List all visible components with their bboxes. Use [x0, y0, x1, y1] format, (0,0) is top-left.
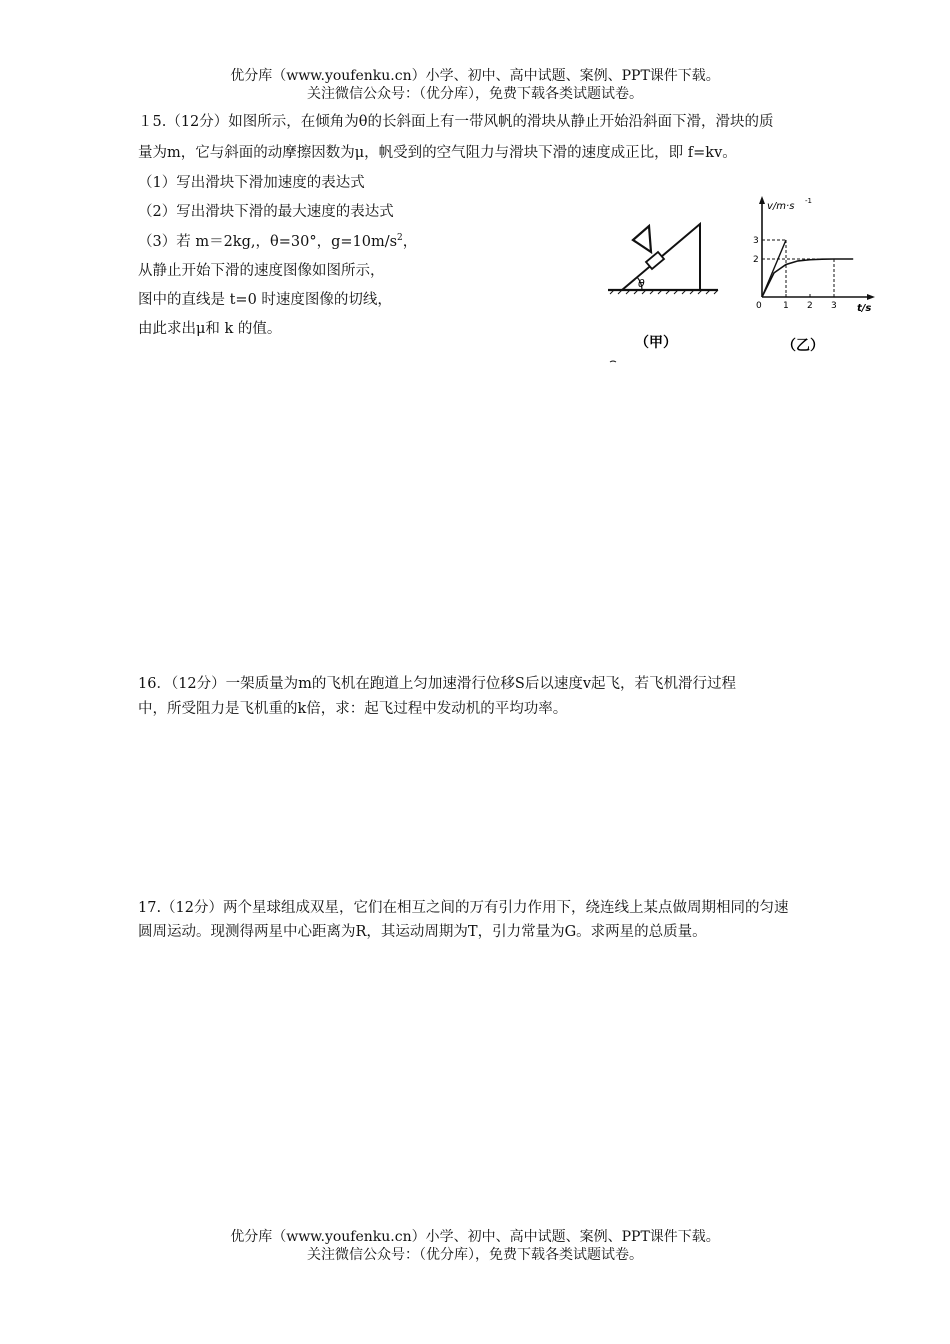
- q15-sub-3-exponent: 2: [397, 233, 403, 244]
- y-tick-label: 3: [753, 236, 759, 246]
- tangent-line: [762, 240, 786, 297]
- y-axis-label: v/m·s: [767, 201, 795, 212]
- x-tick-label: 1: [783, 301, 789, 311]
- figure-yi-label: （乙）: [782, 338, 824, 354]
- axis-ticks: [753, 236, 837, 311]
- q15-sub-2: （2）写出滑块下滑的最大速度的表达式: [138, 204, 394, 220]
- q15-cont-2: 图中的直线是 t=0 时速度图像的切线，: [138, 292, 392, 308]
- slide-block: [646, 252, 664, 269]
- q17-line-2: 圆周运动。现测得两星中心距离为R，其运动周期为T，引力常量为G。求两星的总质量。: [138, 924, 707, 940]
- footer-line-2: 关注微信公众号：（优分库），免费下载各类试题试卷。: [307, 1247, 643, 1263]
- y-axis-exponent: -1: [805, 197, 812, 205]
- q15-cont-3: 由此求出μ和 k 的值。: [138, 321, 282, 337]
- x-tick-label: 2: [807, 301, 813, 311]
- q16-line-1: 16．（12分）一架质量为m的飞机在跑道上匀加速滑行位移S后以速度v起飞，若飞机滑行过程: [138, 676, 737, 692]
- guide-lines: [762, 240, 834, 297]
- q15-cont-1: 从静止开始下滑的速度图像如图所示，: [138, 263, 385, 279]
- q15-line-1: １5.（12分）如图所示，在倾角为θ的长斜面上有一带风帆的滑块从静止开始沿斜面下滑，滑块的质: [138, 114, 774, 130]
- x-tick-label: 0: [756, 301, 762, 311]
- x-axis-label: t/s: [857, 303, 872, 314]
- y-axis-arrow: [759, 196, 765, 204]
- q15-sub-3-tail: ，: [402, 234, 418, 250]
- figure-jia-label: （甲）: [635, 335, 677, 351]
- figure-incline: [600, 200, 725, 365]
- q17-line-1: 17.（12分）两个星球组成双星，它们在相互之间的万有引力作用下，绕连线上某点做周期相同的匀速: [138, 900, 789, 916]
- sail: [633, 226, 651, 252]
- footer-line-1: 优分库（www.youfenku.cn）小学、初中、高中试题、案例、PPT课件下载。: [230, 1229, 720, 1245]
- q15-sub-3: [138, 230, 417, 251]
- header-line-2: 关注微信公众号：（优分库），免费下载各类试题试卷。: [307, 86, 643, 102]
- y-tick-label: 2: [753, 255, 759, 265]
- q15-sub-3-text: （3）若 m＝2kg,，θ=30°，g=10m/s: [138, 234, 398, 250]
- figure-vt-graph: [745, 190, 890, 360]
- series-lines: [762, 240, 853, 297]
- q15-line-2: 量为m，它与斜面的动摩擦因数为μ，帆受到的空气阻力与滑块下滑的速度成正比，即 f=kv。: [138, 145, 737, 161]
- angle-label: θ: [638, 277, 645, 290]
- q15-sub-1: （1）写出滑块下滑加速度的表达式: [138, 175, 365, 191]
- q16-line-2: 中，所受阻力是飞机重的k倍，求：起飞过程中发动机的平均功率。: [138, 701, 568, 717]
- x-axis-arrow: [867, 294, 875, 300]
- x-tick-label: 3: [831, 301, 837, 311]
- header-line-1: 优分库（www.youfenku.cn）小学、初中、高中试题、案例、PPT课件下载。: [230, 68, 720, 84]
